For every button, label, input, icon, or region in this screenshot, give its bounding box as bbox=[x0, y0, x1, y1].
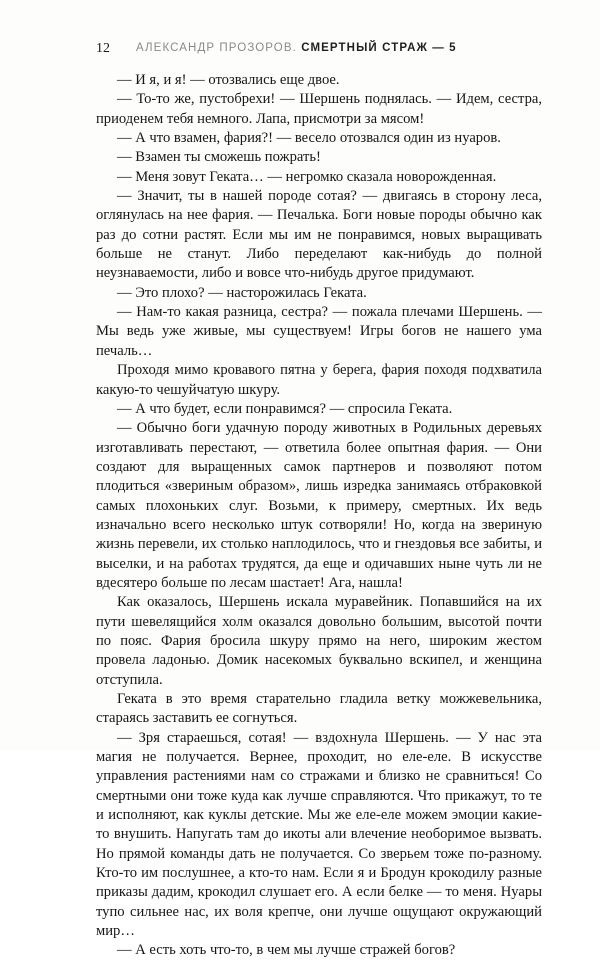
paragraph: — А есть хоть что-то, в чем мы лучше стражей богов? bbox=[117, 942, 456, 959]
paragraph: — Зря стараешься, сотая! — вздохнула Шершень. — У нас эта магия не получается. Вернее, проходит, но еле-еле. В искусстве управления растениями нам со стражами и близко не сравниться! Со смертными они тоже куда как лучше справляются. Что прикажут, то те и исполняют, как куклы детские. Мы же еле-еле можем эмоции какие-то внушить. Напугать там до икоты али влечение необоримое вызвать. Но прямой команды дать не получается. Со зверьем тоже по-разному. Кто-то им послушнее, а кто-то нам. Если я и Бродун крокодилу разные приказы дадим, крокодил слушает его. А если белке — то меня. Нуары тупо сильнее нас, их воля крепче, они лучше ощущают окружающий мир… bbox=[96, 729, 542, 940]
page-number: 12 bbox=[96, 41, 110, 56]
body-text bbox=[96, 71, 542, 961]
paragraph: Геката в это время старательно гладила ветку можжевельника, стараясь заставить ее согнуться. bbox=[96, 691, 542, 727]
paragraph: — Меня зовут Геката… — негромко сказала новорожденная. bbox=[117, 168, 497, 185]
paragraph: — Взамен ты сможешь пожрать! bbox=[117, 149, 321, 166]
paragraph: — Нам-то какая разница, сестра? — пожала плечами Шершень. — Мы ведь уже живые, мы существуем! Игры богов не нашего ума печаль… bbox=[96, 304, 542, 359]
paragraph: — А что взамен, фария?! — весело отозвался один из нуаров. bbox=[117, 130, 501, 147]
paragraph: — А что будет, если понравимся? — спросила Геката. bbox=[117, 400, 453, 417]
paragraph: Проходя мимо кровавого пятна у берега, фария походя подхватила какую-то чешуйчатую шкуру. bbox=[96, 362, 542, 398]
paragraph: — Значит, ты в нашей породе сотая? — двигаясь в сторону леса, оглянулась на нее фария. — Печалька. Боги новые породы обычно как раз до сотни растят. Если мы им не понравимся, новых выращивать больше не станут. Либо переделают как-нибудь до полной неузнаваемости, либо и вовсе что-нибудь другое придумают. bbox=[96, 188, 542, 282]
running-header bbox=[96, 41, 536, 61]
running-title-book: СМЕРТНЫЙ СТРАЖ — 5 bbox=[301, 42, 457, 54]
running-title bbox=[136, 42, 457, 54]
paragraph: Как оказалось, Шершень искала муравейник. Попавшийся на их пути шевелящийся холм оказался довольно большим, высотой почти по пояс. Фария бросила шкуру прямо на него, широким жестом провела ладонью. Домик насекомых буквально вскипел, и женщина отступила. bbox=[96, 594, 542, 688]
paragraph: — То-то же, пустобрехи! — Шершень поднялась. — Идем, сестра, приоденем тебя немного. Лапа, присмотри за мясом! bbox=[96, 91, 542, 127]
paragraph: — Обычно боги удачную породу животных в Родильных деревьях изготавливать перестают, — ответила более опытная фария. — Они создают для выращенных самок партнеров и позволяют потом плодиться «звериным образом», лишь изредка занимаясь отбраковкой самых плохоньких слуг. Возьми, к примеру, смертных. Их ведь изначально всего несколько штук сотворяли! Но, когда на звериную жизнь перевели, их столько наплодилось, что и гнездовья все забиты, и выселки, и на работах трудятся, да еще и одичавших ныне чуть ли не вдесятеро больше по лесам шастает! Ага, нашла! bbox=[96, 420, 542, 591]
paragraph: — И я, и я! — отозвались еще двое. bbox=[117, 72, 340, 88]
running-title-author: АЛЕКСАНДР ПРОЗОРОВ. bbox=[136, 42, 297, 54]
paragraph: — Это плохо? — насторожилась Геката. bbox=[117, 284, 367, 301]
